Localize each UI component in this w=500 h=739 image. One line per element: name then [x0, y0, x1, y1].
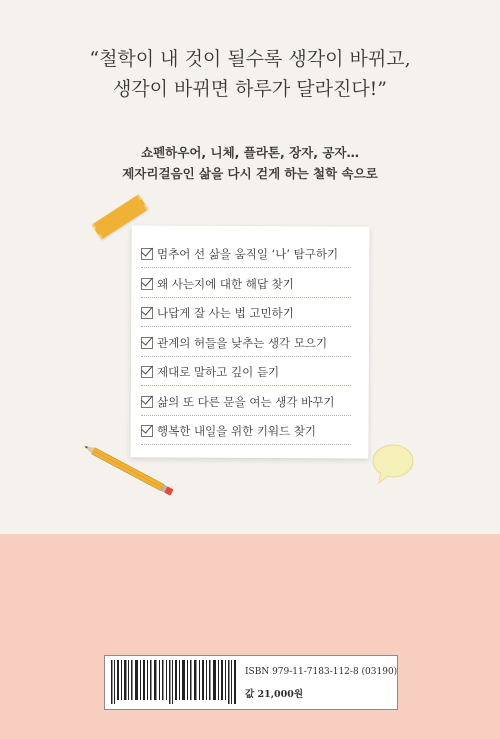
checklist-item — [141, 364, 356, 394]
checkbox-checked-icon — [141, 396, 153, 408]
checklist-item-label: 삶의 또 다른 문을 여는 생각 바꾸기 — [157, 394, 335, 409]
dotted-divider — [141, 415, 351, 416]
checkbox-checked-icon — [141, 248, 153, 260]
checklist-item — [141, 394, 356, 424]
speech-bubble-icon — [371, 443, 415, 485]
checklist-item-label: 왜 사는지에 대한 해답 찾기 — [157, 276, 294, 291]
subtitle-line-2: 제자리걸음인 삶을 다시 걷게 하는 철학 속으로 — [122, 166, 378, 181]
checkbox-checked-icon — [141, 307, 153, 319]
headline-quote — [40, 44, 460, 104]
checklist-item — [141, 276, 356, 306]
dotted-divider — [141, 326, 351, 327]
quote-line-2: 생각이 바뀌면 하루가 달라진다!” — [112, 78, 388, 100]
quote-line-1: “철학이 내 것이 될수록 생각이 바뀌고, — [89, 48, 411, 70]
barcode-icon — [109, 660, 239, 704]
checklist-item-label: 제대로 말하고 깊이 듣기 — [157, 365, 280, 379]
checklist — [141, 246, 356, 453]
dotted-divider — [141, 267, 351, 268]
barcode-panel — [104, 655, 398, 710]
checkbox-checked-icon — [141, 278, 153, 290]
subtitle — [40, 142, 460, 184]
checkbox-checked-icon — [141, 425, 153, 437]
checkbox-checked-icon — [141, 337, 153, 349]
isbn-text: ISBN 979-11-7183-112-8 (03190) — [245, 667, 398, 677]
subtitle-line-1: 쇼펜하우어, 니체, 플라톤, 장자, 공자… — [141, 145, 359, 160]
checklist-item — [141, 246, 356, 276]
dotted-divider — [141, 297, 351, 298]
pencil-icon — [82, 444, 182, 500]
checklist-item-label: 행복한 내일을 위한 키워드 찾기 — [157, 424, 317, 438]
checklist-item — [141, 335, 356, 365]
checklist-item-label: 나답게 잘 사는 법 고민하기 — [157, 306, 294, 320]
checklist-item-label: 관계의 허들을 낮추는 생각 모으기 — [157, 335, 328, 350]
dotted-divider — [141, 356, 351, 357]
checklist-item-label: 멈추어 선 삶을 움직일 ‘나’ 탐구하기 — [157, 247, 339, 261]
checklist-item — [141, 305, 356, 335]
checkbox-checked-icon — [141, 366, 153, 378]
dotted-divider — [141, 385, 351, 386]
price-text: 값 21,000원 — [245, 689, 304, 700]
